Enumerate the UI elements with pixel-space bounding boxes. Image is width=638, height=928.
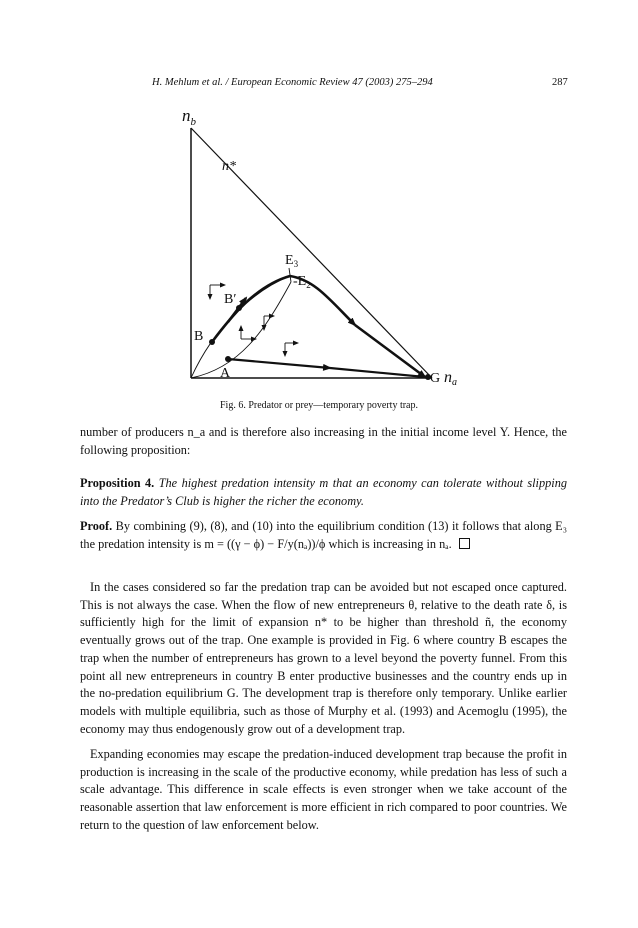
figure-caption: Fig. 6. Predator or prey—temporary poverty trap. (219, 400, 418, 411)
label-na: na (444, 369, 457, 388)
proposition-label: Proposition 4. (80, 476, 155, 490)
direction-arrows-3 (264, 316, 274, 330)
label-a: A (220, 366, 231, 381)
proof-label: Proof. (80, 519, 113, 533)
b-trajectory-to-g (355, 325, 425, 377)
point-b-prime (236, 305, 242, 311)
running-head: H. Mehlum et al. / European Economic Review 47 (2003) 275–294 (152, 77, 433, 88)
label-b-prime: B′ (224, 292, 237, 307)
label-b: B (194, 329, 204, 344)
label-e2: $-E_2$ (293, 274, 311, 290)
paragraph-4: In the cases considered so far the predation trap can be avoided but not escaped once captured. This is not always the case. When the flow of new entrepreneurs θ, relative to the death rate δ, is sufficiently high for the limit of expansion n* to be higher than threshold ñ, the economy eventually grows out of the trap. One example is provided in Fig. 6 where country B escapes the trap when the number of entrepreneurs has grown to a level beyond the poverty funnel. From this point all new entrepreneurs in country B enter productive businesses and the country ends up in the no-predation equilibrium G. The development trap is therefore only temporary. Unlike earlier models with multiple equilibria, such as those of Murphy et al. (1993) and Acemoglu (1995), the economy may thus endogenously grow out of a development trap. (80, 580, 567, 736)
direction-arrows-2 (241, 326, 256, 339)
b-trajectory (212, 276, 355, 342)
proof-body: By combining (9), (8), and (10) into the equilibrium condition (13) it follows that along E₃ the predation intensity is m = ((γ − ϕ) − F/y(nₐ))/ϕ which is increasing in nₐ. (80, 519, 567, 551)
proposition-4 (80, 475, 567, 510)
figure-6-diagram (150, 100, 490, 390)
label-g: G (430, 371, 441, 386)
page-number: 287 (552, 77, 568, 88)
a-trajectory (228, 359, 330, 368)
proof (80, 518, 567, 553)
label-e3: $E_3$ (285, 253, 299, 269)
point-b (209, 339, 215, 345)
direction-arrows-1 (210, 285, 225, 299)
paragraph-5: Expanding economies may escape the predation-induced development trap because the profit in production is increasing in the scale of the productive economy, while predation has less of such a scale advantage. This difference in scale effects is even stronger when we take account of the reasonable assertion that law enforcement is more efficient in rich compared to poor countries. We return to the question of law enforcement below. (80, 747, 567, 832)
qed-box-icon (459, 538, 470, 549)
label-n-star: n* (222, 159, 236, 174)
direction-arrows-4 (285, 343, 298, 356)
label-nb: $n_b$ (182, 106, 196, 128)
point-a (225, 356, 231, 362)
paragraph-1: number of producers n_a and is therefore also increasing in the initial income level Y. Hence, the following proposition: (80, 425, 567, 457)
proposition-body: The highest predation intensity m that an economy can tolerate without slipping into the Predator’s Club is higher the richer the economy. (80, 476, 567, 508)
a-trajectory-cont (330, 368, 425, 377)
